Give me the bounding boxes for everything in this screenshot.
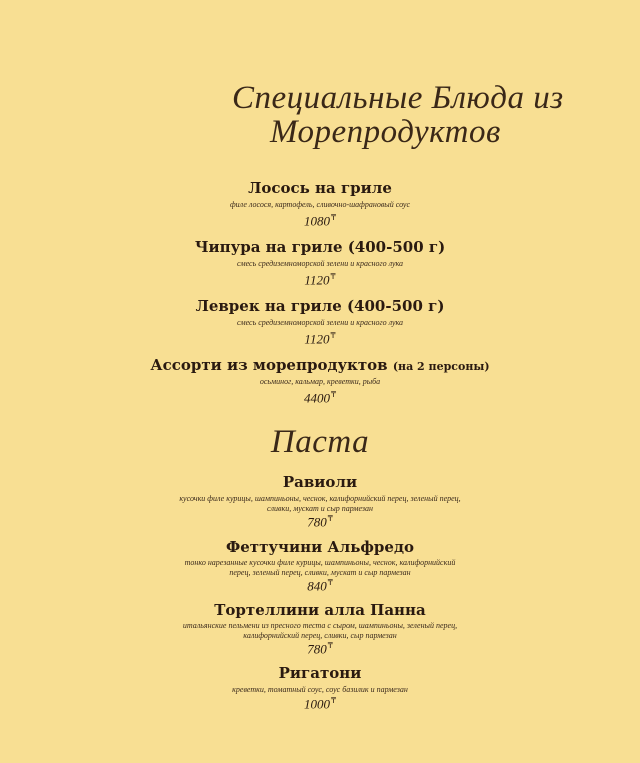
dish-price: 1120₸ [304,331,336,347]
dish-name: Тортеллини алла Панна [214,601,426,619]
dish-name: Леврек на гриле (400-500 г) [195,297,445,315]
pasta-title: Паста [270,424,370,460]
dish-price: 1120₸ [304,272,336,288]
tenge-sign: ₸ [327,514,333,523]
dish-price: 780₸ [307,641,333,657]
dish-name: Лосось на гриле [248,179,392,197]
dish-name: Чипура на гриле (400-500 г) [194,238,446,256]
dish-desc: креветки, томатный соус, соус базилик и пармезан [232,685,408,694]
dish-price: 4400₸ [303,390,337,406]
seafood-title-line1: Специальные Блюда из [232,80,564,116]
dish-desc: тонко нарезанные кусочки филе курицы, шампиньоны, чеснок, калифорнийский [184,558,456,567]
dish-name: Ригатони [278,664,362,682]
dish-note: (на 2 персоны) [392,360,490,373]
dish-name: Равиоли [282,473,358,491]
dish-desc: сливки, мускат и сыр пармезан [267,504,373,513]
tenge-sign: ₸ [330,272,336,281]
tenge-sign: ₸ [327,641,333,650]
dish-desc: смесь средиземноморской зелени и красного лука [236,318,404,327]
dish-desc: перец, зеленый перец, сливки, мускат и сыр пармезан [229,568,411,577]
dish-desc: итальянские пельмени из пресного теста с сыром, шампиньоны, зеленый перец, [182,621,458,630]
seafood-title-line2: Морепродуктов [270,114,501,150]
dish-name: Феттучини Альфредо [226,538,414,556]
dish-desc: кусочки филе курицы, шампиньоны, чеснок, калифорнийский перец, зеленый перец, [179,494,461,503]
tenge-sign: ₸ [330,213,337,222]
tenge-sign: ₸ [330,696,337,705]
dish-price: 840₸ [307,578,333,594]
dish-desc: смесь средиземноморской зелени и красного лука [236,259,404,268]
tenge-sign: ₸ [330,390,337,399]
dish-price: 1080₸ [303,213,337,229]
dish-desc: калифорнийский перец, сливки, сыр пармезан [243,631,397,640]
dish-desc: филе лосося, картофель, сливочно-шафрановый соус [229,200,411,209]
tenge-sign: ₸ [327,578,333,587]
dish-name: Ассорти из морепродуктов (на 2 персоны) [150,356,490,374]
dish-price: 1000₸ [303,696,337,712]
dish-price: 780₸ [307,514,333,530]
tenge-sign: ₸ [330,331,336,340]
dish-desc: осьминог, кальмар, креветки, рыба [259,377,381,386]
